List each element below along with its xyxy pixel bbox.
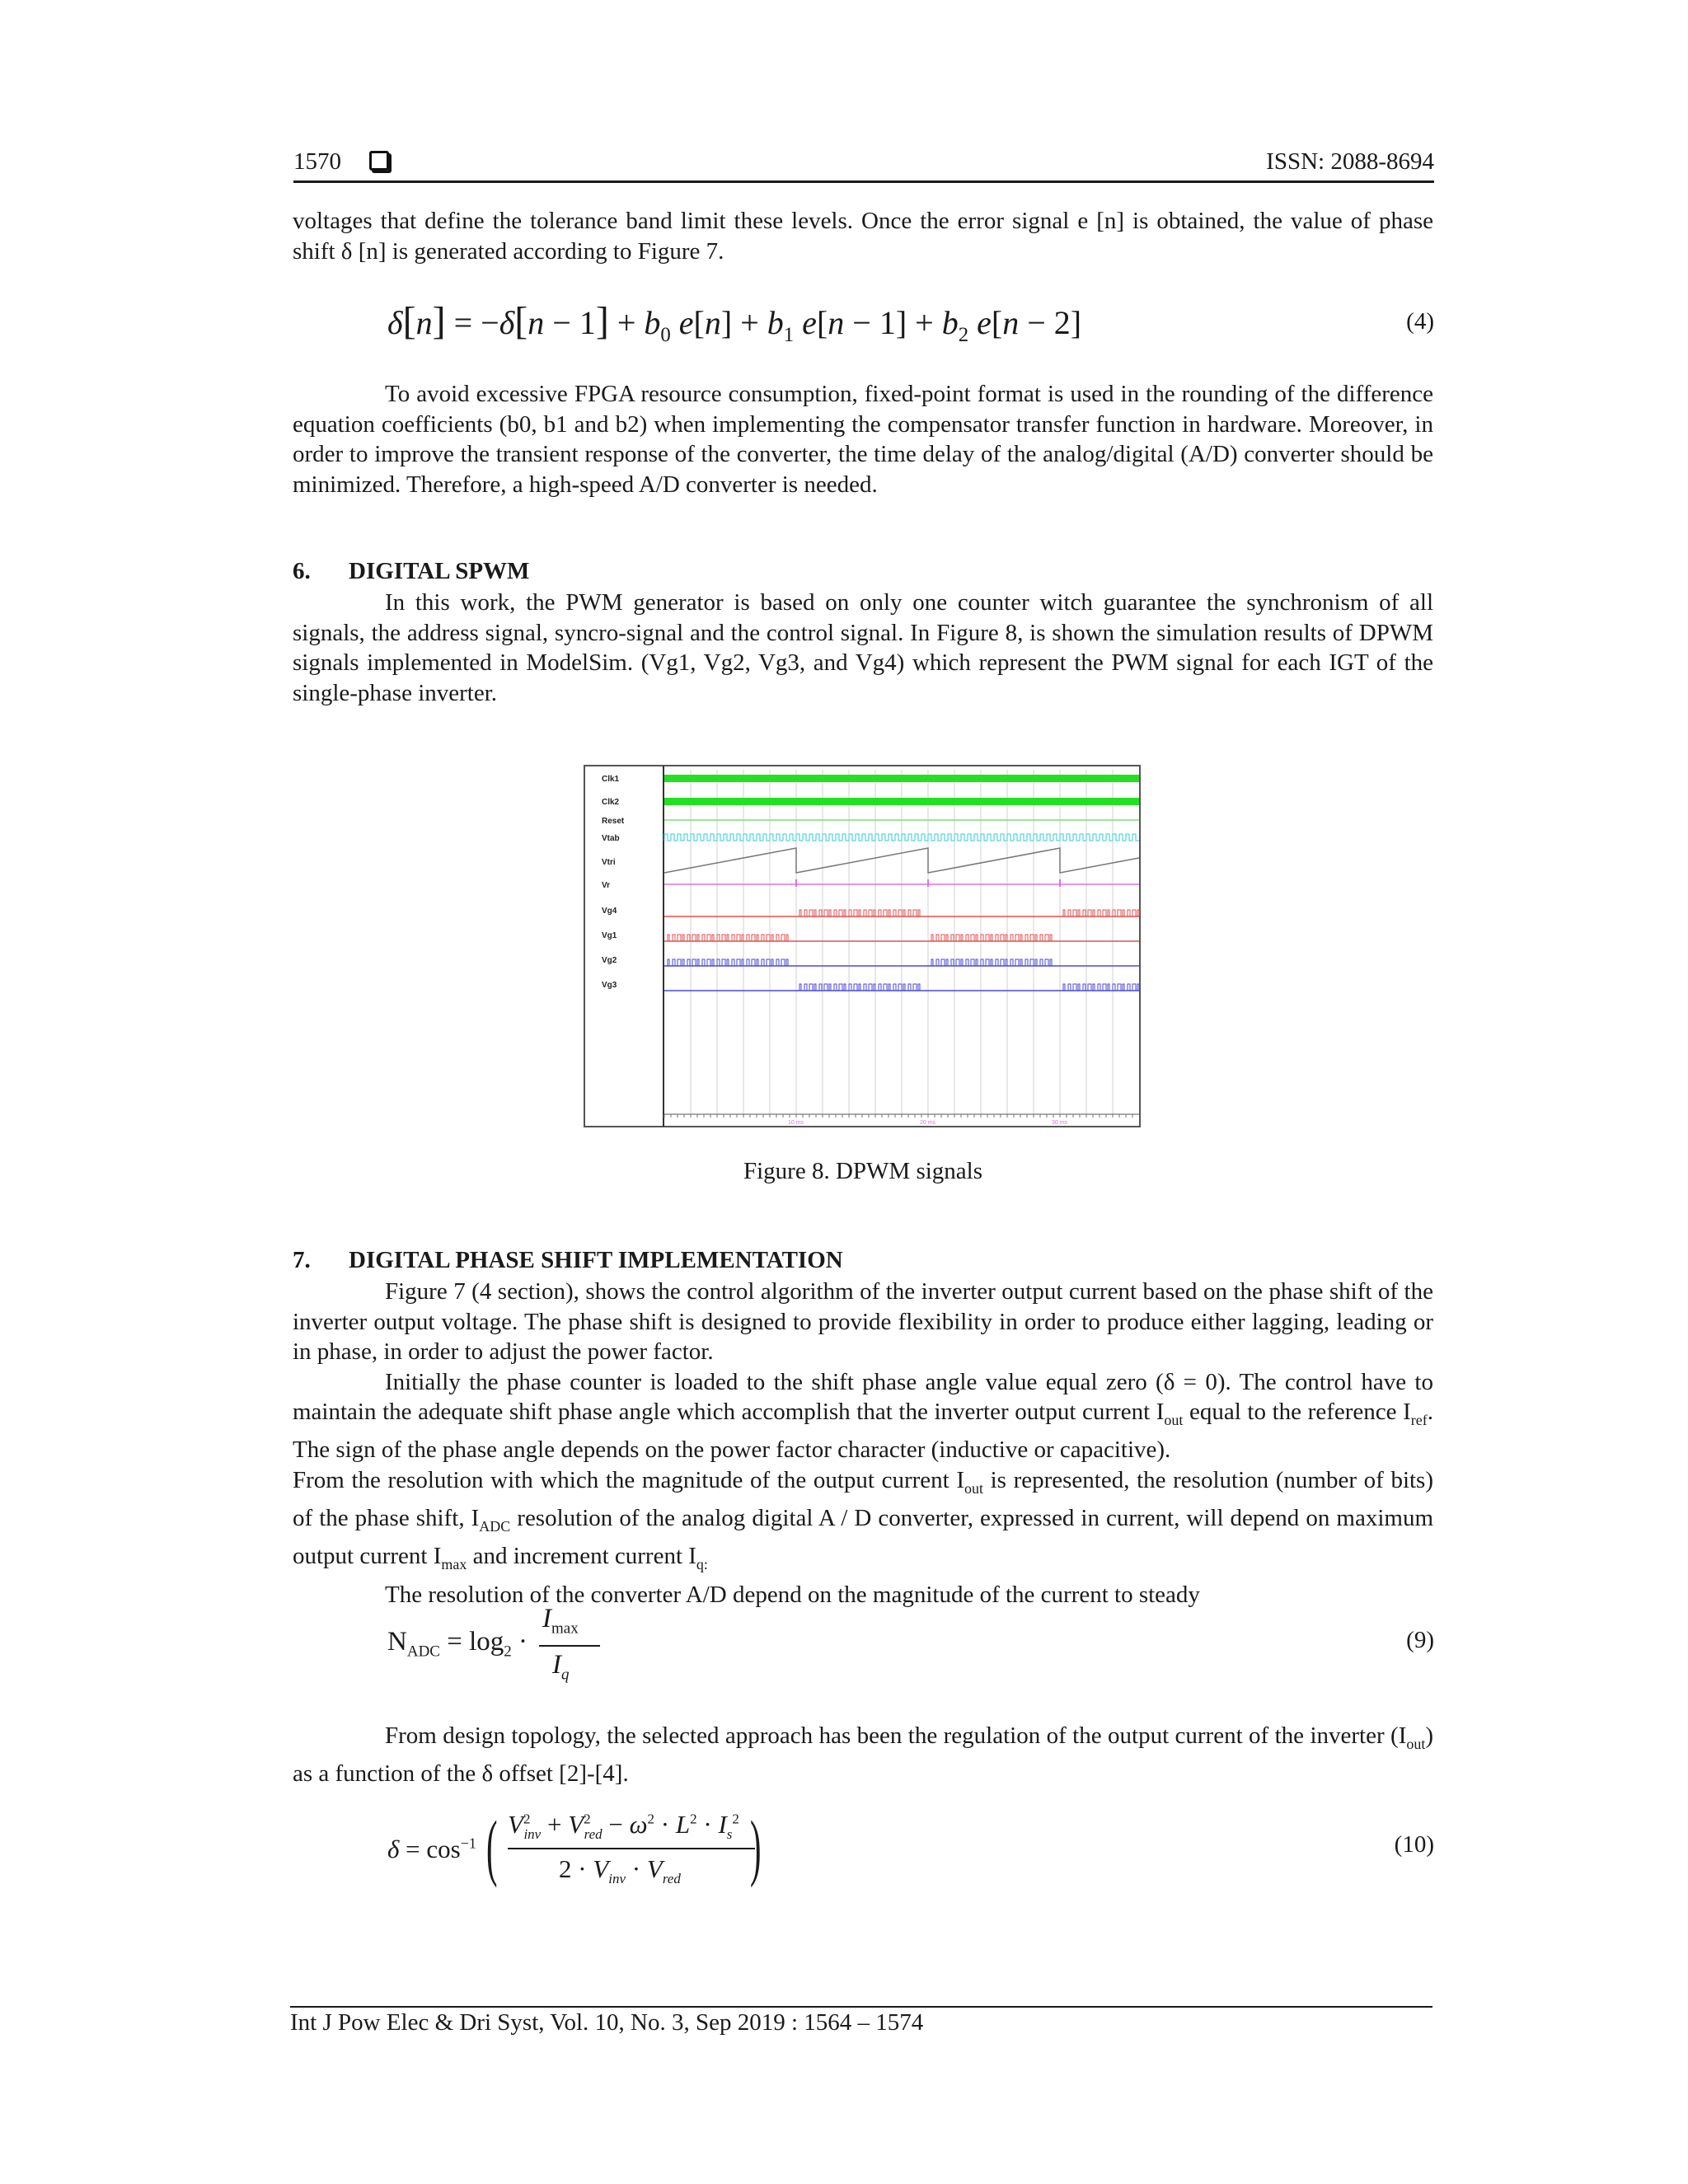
design-paragraph [293, 1721, 1433, 1789]
signal-label-vtab: Vtab [602, 834, 620, 843]
p3-sub-adc: ADC [479, 1517, 511, 1535]
equation-4-number: (4) [1406, 308, 1434, 335]
section-7-p4: The resolution of the converter A/D depend on the magnitude of the current to steady [385, 1581, 1200, 1608]
design-text [293, 1721, 1433, 1789]
p2-text-a: Initially the phase counter is loaded to the shift phase angle value equal zero (δ = 0). The control have to maintain the adequate shift phase angle which accomplish that the inverter output current I [293, 1368, 1433, 1425]
section-7-body [293, 1277, 1433, 1610]
fpga-paragraph [293, 379, 1433, 499]
signal-label-vg4: Vg4 [602, 907, 617, 916]
signal-label-vg1: Vg1 [602, 931, 617, 940]
time-label: 30 ms [1052, 1120, 1068, 1126]
equation-9: $N_{ADC} = \log_2$ · $I_{max}$ $I_q$ [387, 1607, 635, 1690]
signal-label-vtri: Vtri [602, 858, 616, 867]
equation-10: $\delta = \cos^{-1}$ ( $V^2_{inv} + V^2_{red} - \omega^2 \cdot L^2 \cdot I_s^2$ $2 \cdot V_{inv} \cdot V_{red}$ ) [387, 1807, 762, 1888]
section-6-number: 6. [293, 558, 311, 584]
equation-4: $\delta[n] = -\delta[n - 1] + b_0$ $e[n] + b_1$ $e[n - 1] + b_2$ e[n − 2] [387, 299, 1082, 346]
design-sub-out: out [1406, 1735, 1426, 1752]
running-header-left [293, 148, 389, 176]
signal-label-clk1: Clk1 [602, 775, 620, 784]
signal-label-reset: Reset [602, 817, 625, 826]
signal-label-vr: Vr [602, 881, 611, 890]
p2-text-c: . The sign of the phase angle depends on the power factor character (inductive or capacitive). [293, 1399, 1433, 1464]
p2-sub-ref: ref [1410, 1411, 1428, 1428]
p3-sub-out: out [964, 1479, 983, 1497]
time-label: 10 ms [788, 1120, 804, 1126]
figure-8-caption: Figure 8. DPWM signals [743, 1158, 982, 1184]
page-number: 1570 [293, 148, 341, 175]
section-7-heading [293, 1247, 843, 1274]
p2-sub-out: out [1164, 1411, 1184, 1428]
square-bullet-icon [369, 151, 389, 171]
design-text-b: ) as a function of the δ offset [2]-[4]. [293, 1722, 1433, 1788]
p3-text-a: From the resolution with which the magnitude of the output current I [293, 1466, 964, 1493]
design-text-a: From design topology, the selected approach has been the regulation of the output current of the inverter (I [385, 1722, 1407, 1749]
section-7-p1: Figure 7 (4 section), shows the control algorithm of the inverter output current based on the phase shift of the inverter output voltage. The phase shift is designed to provide flexibility in order to produce either lagging, leading or in phase, in order to adjust the power factor. [293, 1278, 1433, 1365]
section-7-p2 [293, 1367, 1433, 1465]
p2-text-b: equal to the reference I [1183, 1399, 1411, 1425]
fpga-text: To avoid excessive FPGA resource consumption, fixed-point format is used in the rounding of the difference equation coefficients (b0, b1 and b2) when implementing the compensator transfer function in hardware. Moreover, in order to improve the transient response of the converter, the time delay of the analog/digital (A/D) converter should be minimized. Therefore, a high-speed A/D converter is needed. [293, 381, 1433, 498]
section-6-title: DIGITAL SPWM [349, 558, 530, 584]
p3-sub-q: q: [696, 1556, 708, 1573]
section-6-paragraph [293, 588, 1433, 708]
footer-rule [290, 2006, 1432, 2008]
signal-label-vg2: Vg2 [602, 956, 617, 965]
p3-text-b: is represented, the resolution (number of bits) of the phase shift, I [293, 1466, 1433, 1532]
p3-text-d: and increment current I [467, 1543, 696, 1570]
intro-text: voltages that define the tolerance band limit these levels. Once the error signal e [n] is obtained, the value of phase shift δ [n] is generated according to Figure 7. [293, 208, 1433, 265]
section-7-p3 [293, 1465, 1433, 1580]
section-6-text: In this work, the PWM generator is based on only one counter witch guarantee the synchronism of all signals, the address signal, syncro-signal and the control signal. In Figure 8, is shown the simulation results of DPWM signals implemented in ModelSim. (Vg1, Vg2, Vg3, and Vg4) which represent the PWM signal for each IGT of the single-phase inverter. [293, 589, 1433, 706]
p3-text-c: resolution of the analog digital A / D converter, expressed in current, will depend on maximum output current I [293, 1505, 1433, 1570]
signal-label-clk2: Clk2 [602, 798, 620, 807]
time-label: 20 ms [920, 1120, 936, 1126]
signal-label-vg3: Vg3 [602, 981, 617, 990]
clk2-wave [664, 798, 1139, 805]
equation-9-number: (9) [1406, 1627, 1434, 1653]
intro-paragraph [293, 206, 1433, 266]
p3-sub-max: max [441, 1556, 467, 1573]
header-rule [293, 180, 1434, 183]
footer-citation: Int J Pow Elec & Dri Syst, Vol. 10, No. 3, Sep 2019 : 1564 – 1574 [290, 2009, 924, 2036]
section-6-heading [293, 558, 529, 585]
clk1-wave [664, 775, 1139, 782]
issn: ISSN: 2088-8694 [1266, 148, 1434, 175]
equation-10-number: (10) [1394, 1831, 1434, 1858]
figure-8-dpwm-waveforms [584, 765, 1141, 1127]
section-7-number: 7. [293, 1247, 311, 1273]
section-7-title: DIGITAL PHASE SHIFT IMPLEMENTATION [349, 1247, 843, 1273]
